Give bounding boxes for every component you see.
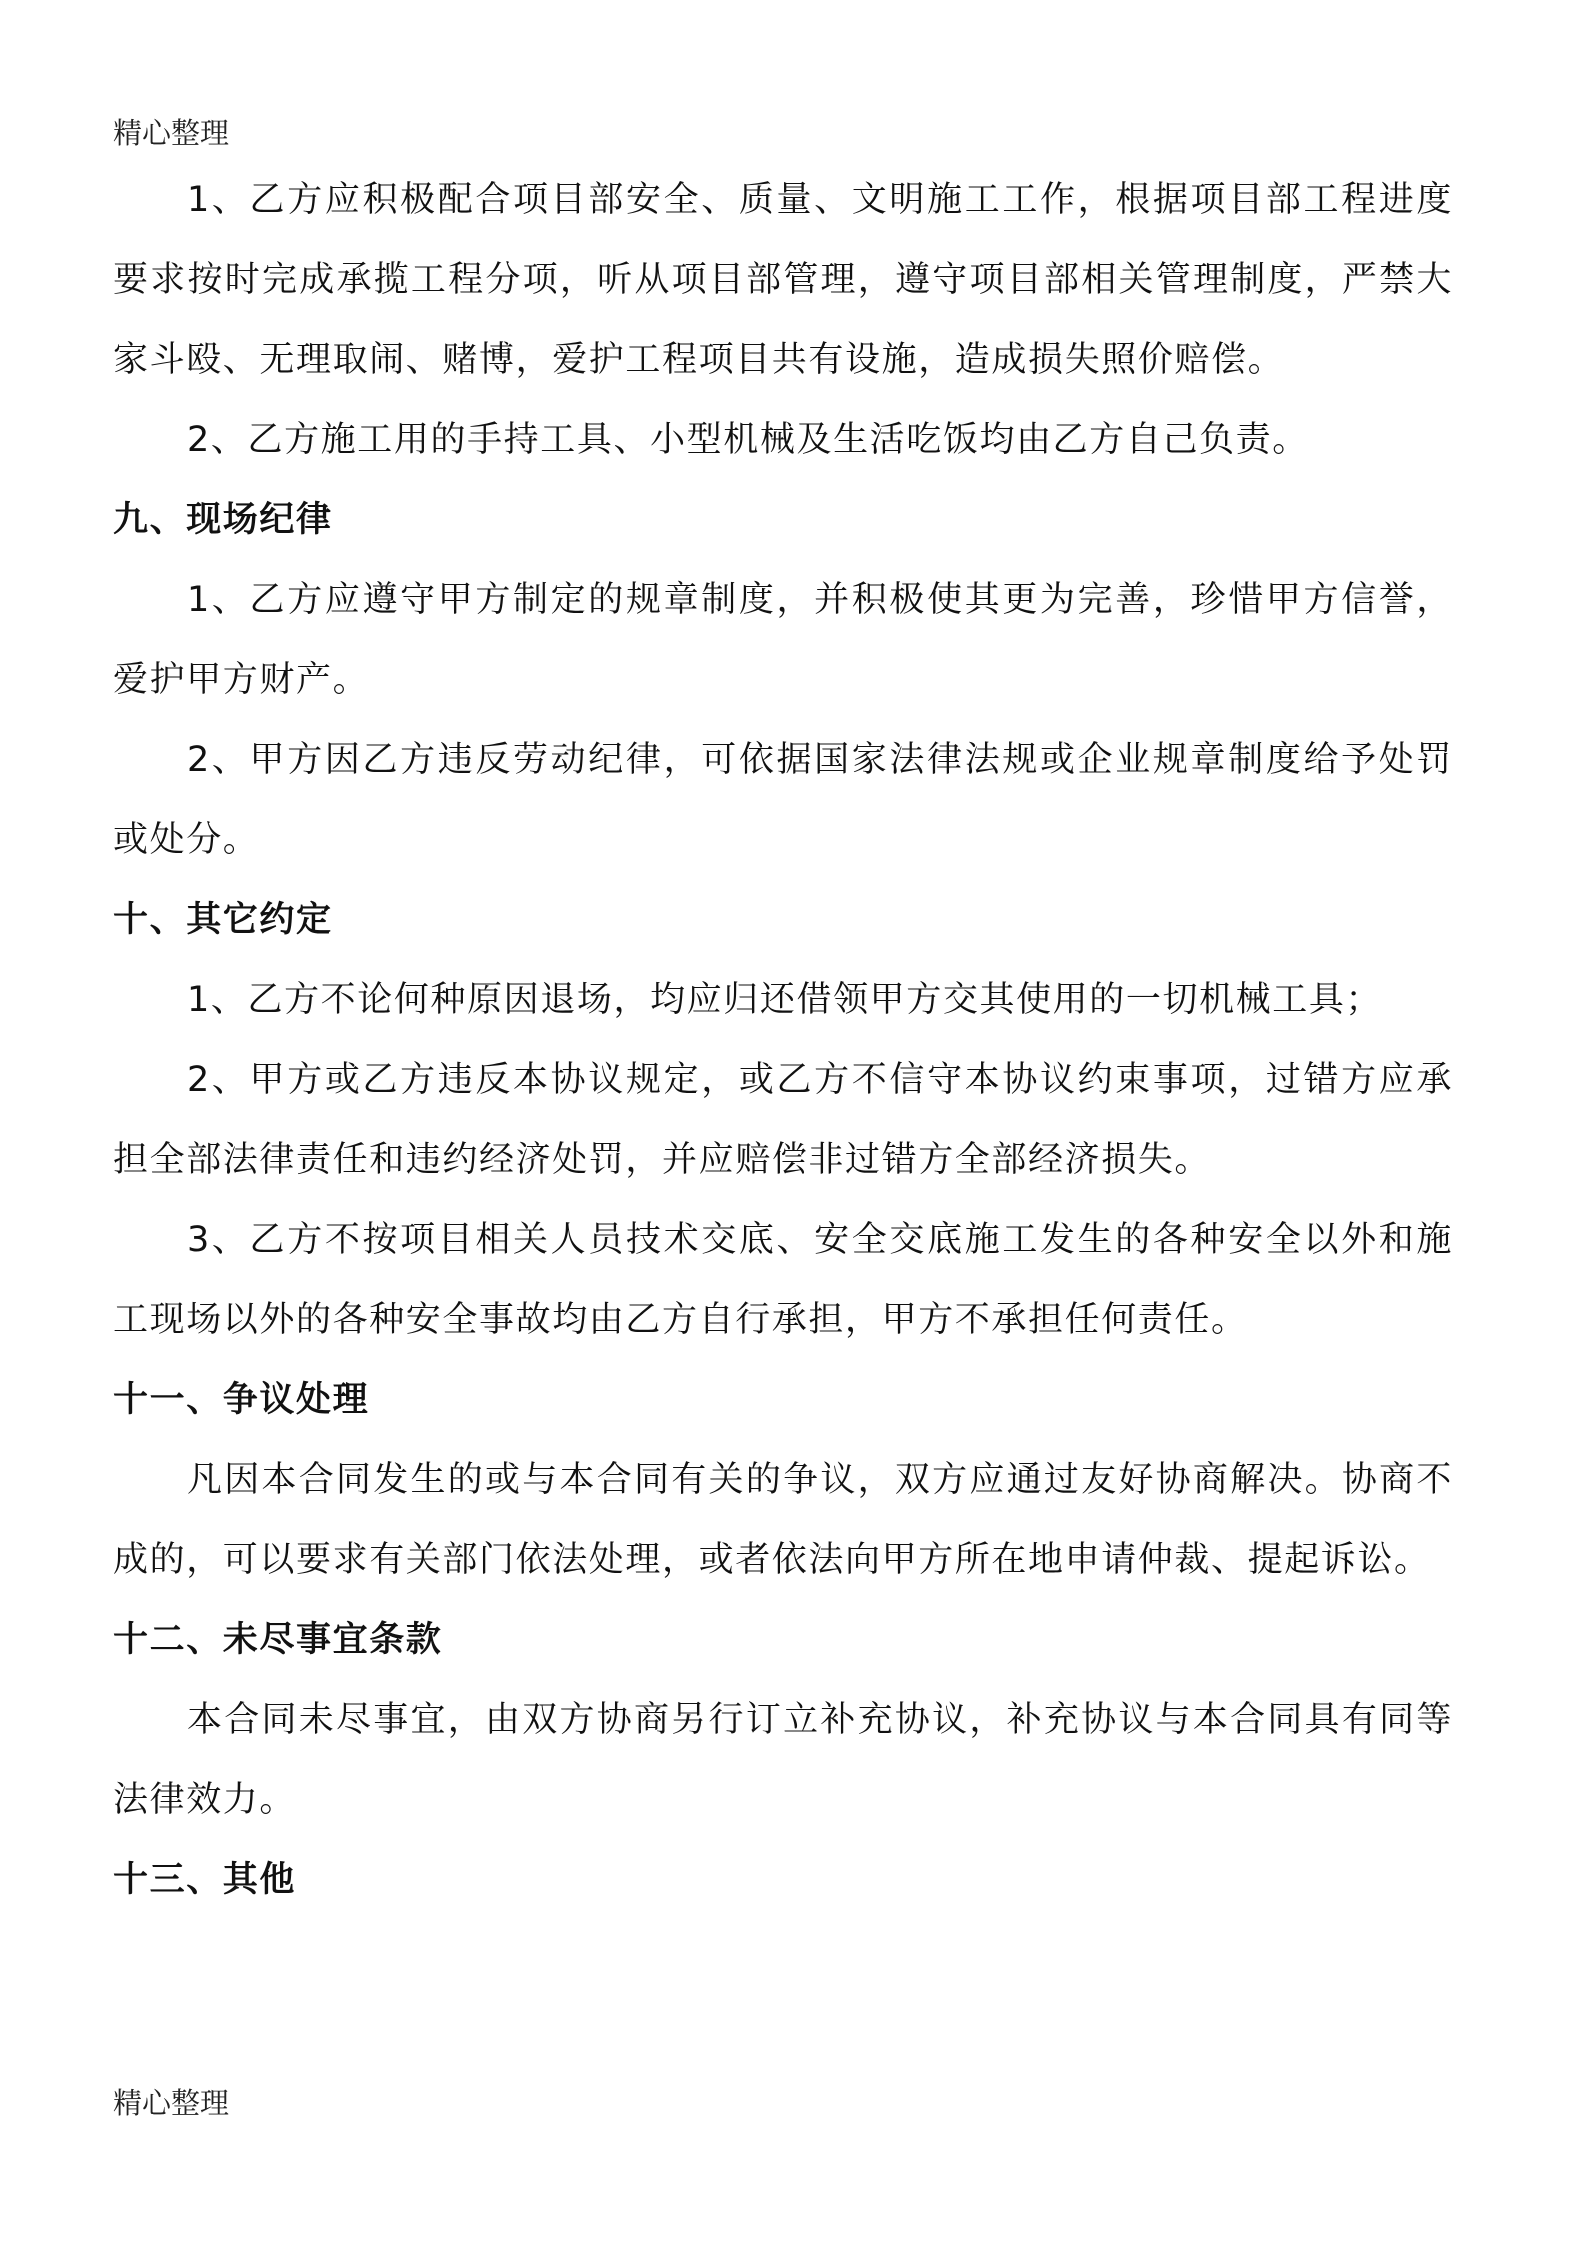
- clause-9-item-2: 2、甲方因乙方违反劳动纪律，可依据国家法律法规或企业规章制度给予处罚或处分。: [113, 740, 1453, 860]
- section-12-heading: 十二、未尽事宜条款: [113, 1620, 443, 1660]
- clause-10-item-2: 2、甲方或乙方违反本协议规定，或乙方不信守本协议约束事项，过错方应承担全部法律责任和违约经济处罚，并应赔偿非过错方全部经济损失。: [113, 1060, 1453, 1180]
- document-body: [113, 160, 1453, 1920]
- section-9-heading: 九、现场纪律: [113, 500, 333, 540]
- clause-8-item-2: 2、乙方施工用的手持工具、小型机械及生活吃饭均由乙方自己负责。: [187, 420, 1309, 460]
- clause-8-item-1: 1、乙方应积极配合项目部安全、质量、文明施工工作，根据项目部工程进度要求按时完成承揽工程分项，听从项目部管理，遵守项目部相关管理制度，严禁大家斗殴、无理取闹、赌博，爱护工程项目共有设施，造成损失照价赔偿。: [113, 180, 1453, 380]
- clause-9-item-1: 1、乙方应遵守甲方制定的规章制度，并积极使其更为完善，珍惜甲方信誉，爱护甲方财产。: [113, 580, 1453, 700]
- page-footer-note: 精心整理: [113, 2086, 230, 2120]
- clause-11-body: 凡因本合同发生的或与本合同有关的争议，双方应通过友好协商解决。协商不成的，可以要求有关部门依法处理，或者依法向甲方所在地申请仲裁、提起诉讼。: [113, 1460, 1453, 1580]
- clause-10-item-1: 1、乙方不论何种原因退场，均应归还借领甲方交其使用的一切机械工具；: [187, 980, 1383, 1020]
- section-11-heading: 十一、争议处理: [113, 1380, 370, 1420]
- section-13-heading: 十三、其他: [113, 1860, 297, 1900]
- page-header-note: 精心整理: [113, 116, 230, 150]
- clause-10-item-3: 3、乙方不按项目相关人员技术交底、安全交底施工发生的各种安全以外和施工现场以外的各种安全事故均由乙方自行承担，甲方不承担任何责任。: [113, 1220, 1453, 1340]
- clause-12-body: 本合同未尽事宜，由双方协商另行订立补充协议，补充协议与本合同具有同等法律效力。: [113, 1700, 1453, 1820]
- section-10-heading: 十、其它约定: [113, 900, 333, 940]
